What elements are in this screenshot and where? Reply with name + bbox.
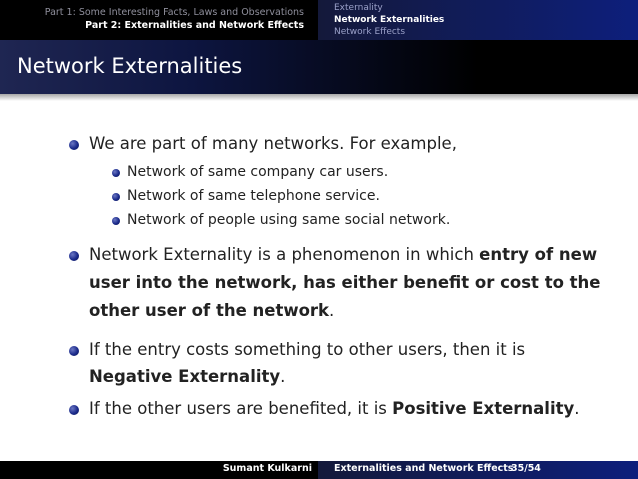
definition-emphasis: other user of the network <box>89 301 330 320</box>
bullet-negative-line2 <box>89 362 285 392</box>
definition-text: Network Externality is a phenomenon in which <box>89 245 480 264</box>
bullet-positive <box>89 394 580 424</box>
positive-text: If the other users are benefited, it is <box>89 399 393 418</box>
bullet-networks: We are part of many networks. For example, <box>89 134 457 153</box>
section-nav <box>0 0 318 40</box>
frame-title: Network Externalities <box>17 54 243 78</box>
footer-title: Externalities and Network Effects <box>334 463 514 474</box>
bullet-network-externality-line2 <box>89 268 600 298</box>
sub-item-social: Network of people using same social network. <box>127 212 451 228</box>
nav-section-part2[interactable]: Part 2: Externalities and Network Effects <box>85 20 304 31</box>
sub-item-telephone: Network of same telephone service. <box>127 188 380 204</box>
sub-bullet-icon <box>112 193 120 201</box>
bullet-icon <box>69 346 79 356</box>
punctuation: . <box>280 367 286 386</box>
punctuation: . <box>574 399 580 418</box>
sub-item-car-users: Network of same company car users. <box>127 164 389 180</box>
punctuation: . <box>329 301 335 320</box>
footer-author: Sumant Kulkarni <box>222 463 312 474</box>
bullet-network-externality-line1 <box>89 240 597 270</box>
definition-emphasis: entry of new <box>479 245 598 264</box>
negative-externality-term: Negative Externality <box>89 367 281 386</box>
sub-bullet-icon <box>112 169 120 177</box>
sub-bullet-icon <box>112 217 120 225</box>
header-nav-bar <box>0 0 638 40</box>
footer-page-number: 35/54 <box>511 463 541 474</box>
nav-subsection-network-externalities[interactable]: Network Externalities <box>334 15 445 25</box>
definition-emphasis: user into the network, has either benefit or cost to the <box>89 273 601 292</box>
bullet-icon <box>69 140 79 150</box>
bullet-icon <box>69 251 79 261</box>
bullet-network-externality-line3 <box>89 296 334 326</box>
title-shadow <box>0 94 638 101</box>
bullet-icon <box>69 405 79 415</box>
footer-bar <box>0 461 638 479</box>
frame-title-bar <box>0 40 638 94</box>
nav-subsection-network-effects[interactable]: Network Effects <box>334 27 406 37</box>
positive-externality-term: Positive Externality <box>392 399 575 418</box>
nav-subsection-externality[interactable]: Externality <box>334 3 383 13</box>
bullet-negative-line1: If the entry costs something to other users, then it is <box>89 340 526 359</box>
nav-section-part1[interactable]: Part 1: Some Interesting Facts, Laws and Observations <box>44 7 304 18</box>
